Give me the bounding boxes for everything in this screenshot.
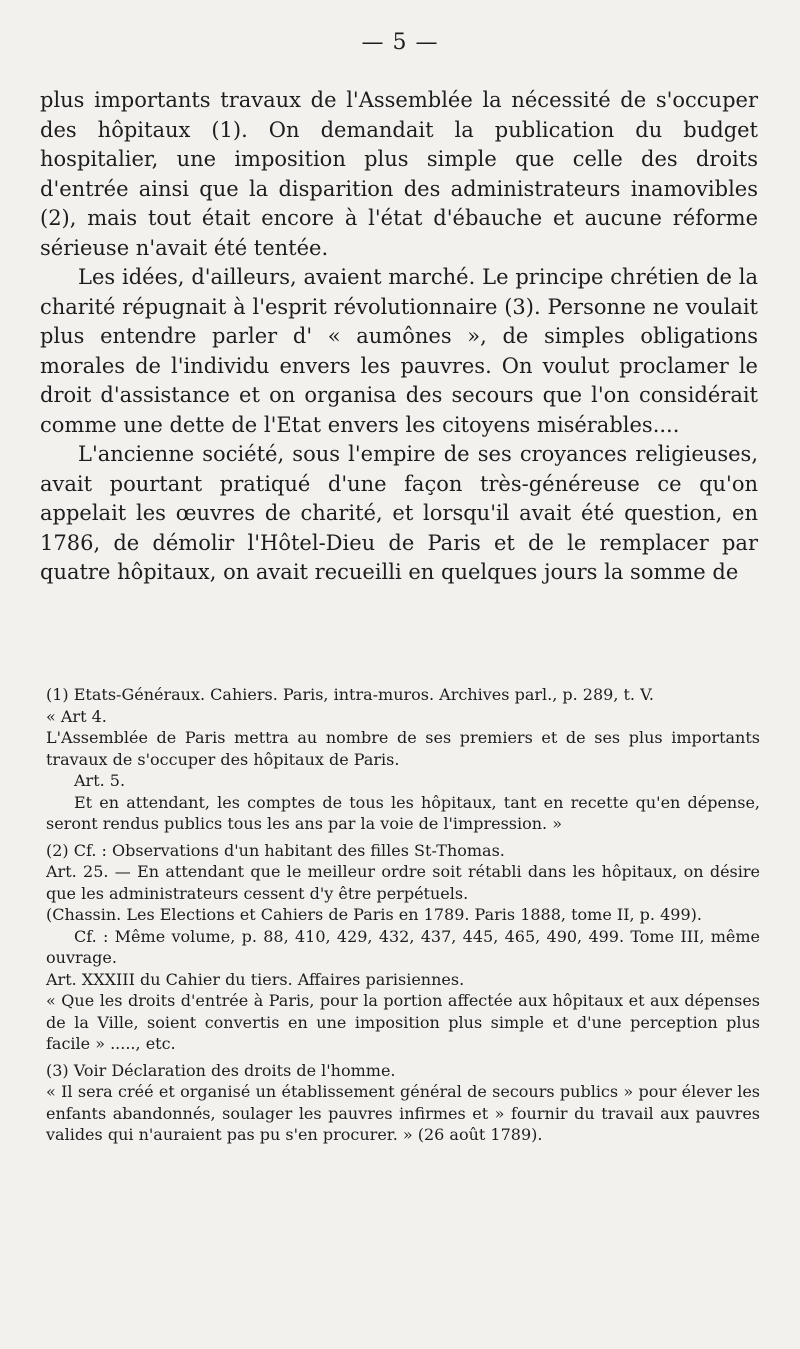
footnote-line: Art. XXXIII du Cahier du tiers. Affaires parisiennes.: [46, 969, 465, 989]
footnote-2: (2) Cf. : Observations d'un habitant des filles St-Thomas.: [46, 840, 505, 860]
footnote-line: « Il sera créé et organisé un établissement général de secours publics » pour élever les enfants abandonnés, soulager les pauvres infirmes et » fournir du travail aux pauvres valides qui n'auraient pas pu s'en procurer. » (26 août 1789).: [46, 1082, 760, 1144]
paragraph: L'ancienne société, sous l'empire de ses croyances religieuses, avait pourtant pratiqué d'une façon très-généreuse ce qu'on appelait les œuvres de charité, et lorsqu'il avait été question, en 1786, de démolir l'Hôtel-Dieu de Paris et de le remplacer par quatre hôpitaux, on avait recueilli en quelques jours la somme de: [40, 442, 758, 584]
main-text: [40, 86, 758, 588]
footnote-line: Art. 5.: [74, 771, 126, 790]
footnote-3: (3) Voir Déclaration des droits de l'homme.: [46, 1060, 396, 1080]
footnote-line: L'Assemblée de Paris mettra au nombre de ses premiers et de ses plus importants travaux de s'occuper des hôpitaux de Paris.: [46, 728, 760, 769]
footnote-line: Et en attendant, les comptes de tous les hôpitaux, tant en recette qu'en dépense, seront rendus publics tous les ans par la voie de l'impression. »: [46, 792, 760, 833]
page-number: — 5 —: [361, 30, 439, 55]
paragraph: plus importants travaux de l'Assemblée la nécessité de s'occuper des hôpitaux (1). On demandait la publication du budget hospitalier, une imposition plus simple que celle des droits d'entrée ainsi que la disparition des administrateurs inamovibles (2), mais tout était encore à l'état d'ébauche et aucune réforme sérieuse n'avait été tentée.: [40, 88, 758, 260]
footnote-line: Cf. : Même volume, p. 88, 410, 429, 432, 437, 445, 465, 490, 499. Tome III, même ouvrage.: [46, 926, 760, 967]
footnote-line: (Chassin. Les Elections et Cahiers de Paris en 1789. Paris 1888, tome II, p. 499).: [46, 905, 702, 924]
footnote-line: Art. 25. — En attendant que le meilleur ordre soit rétabli dans les hôpitaux, on désire que les administrateurs cessent d'y être perpétuels.: [46, 862, 760, 903]
footnote-line: « Que les droits d'entrée à Paris, pour la portion affectée aux hôpitaux et aux dépenses de la Ville, soient convertis en une imposition plus simple et d'une perception plus facile » ....., etc.: [46, 991, 760, 1053]
footnotes: [46, 684, 760, 1146]
footnote-1: (1) Etats-Généraux. Cahiers. Paris, intra-muros. Archives parl., p. 289, t. V.: [46, 685, 654, 704]
footnote-line: « Art 4.: [46, 706, 107, 726]
paragraph: Les idées, d'ailleurs, avaient marché. Le principe chrétien de la charité répugnait à l'esprit révolutionnaire (3). Personne ne voulait plus entendre parler d' « aumônes », de simples obligations morales de l'individu envers les pauvres. On voulut proclamer le droit d'assistance et on organisa des secours que l'on considérait comme une dette de l'Etat envers les citoyens misérables....: [40, 265, 758, 437]
